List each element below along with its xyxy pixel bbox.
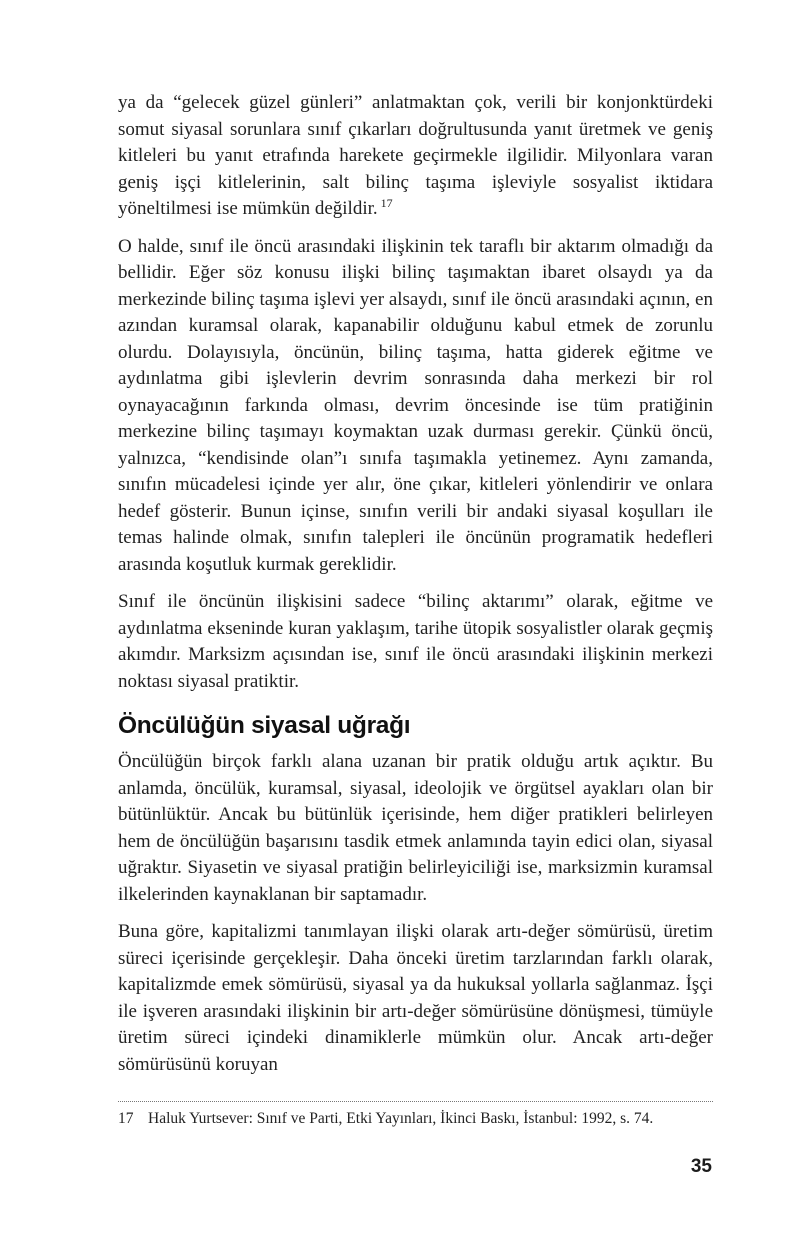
paragraph-5: Buna göre, kapitalizmi tanımlayan ilişki olarak artı-değer sömürüsü, üretim süreci içerisinde gerçekleşir. Daha önceki üretim tarzlarından farklı olarak, kapitalizmde emek sömürüsü, siyasal ya da hukuksal yollarla sağlanmaz. İşçi ile işveren arasındaki ilişkinin bir artı-değer sömürüsüne dönüşmesi, tümüyle üretim süreci içindeki dinamiklerle mümkün olur. Ancak artı-değer sömürüsünü koruyan <box>118 921 713 1075</box>
paragraph-1-text: ya da “gelecek güzel günleri” anlatmaktan çok, verili bir konjonktürdeki somut siyasal sorunlara sınıf çıkarları doğrultusunda yanıt üretmek ve geniş kitleleri bu yanıt etrafında harekete geçirmekle ilgilidir. Milyonlara varan geniş işçi kitlelerinin, salt bilinç taşıma işleviyle sosyalist iktidara yöneltilmesi ise mümkün değildir. <box>118 92 713 219</box>
paragraph-2: O halde, sınıf ile öncü arasındaki ilişkinin tek taraflı bir aktarım olmadığı da bellidir. Eğer söz konusu ilişki bilinç taşımaktan ibaret olsaydı ya da merkezinde bilinç taşıma işlevi yer alsaydı, sınıf ile öncü arasındaki açının, en azından kuramsal olarak, kapanabilir olduğunu kabul etmek de zorunlu olurdu. Dolayısıyla, öncünün, bilinç taşıma, hatta giderek eğitme ve aydınlatma gibi işlevlerin devrim sonrasında daha merkezi bir rol oynayacağının farkında olması, devrim öncesinde ise tüm pratiğinin merkezine bilinç taşımayı koymaktan uzak durması gerekir. Çünkü öncü, yalnızca, “kendisinde olan”ı sınıfa taşımakla yetinemez. Aynı zamanda, sınıfın mücadelesi içinde yer alır, öne çıkar, kitleleri yönlendirir ve onlara hedef gösterir. Bunun içinse, sınıfın verili bir andaki siyasal koşulları ile temas halinde olmak, sınıfın talepleri ile öncünün programatik hedefleri arasında koşutluk kurmak gereklidir. <box>118 235 713 575</box>
page-body-text <box>118 90 713 1095</box>
section-heading: Öncülüğün siyasal uğrağı <box>118 712 411 739</box>
footnote-reference-superscript: 17 <box>380 195 393 210</box>
page-number: 35 <box>690 1156 712 1177</box>
paragraph-4: Öncülüğün birçok farklı alana uzanan bir pratik olduğu artık açıktır. Bu anlamda, öncülük, kuramsal, siyasal, ideolojik ve örgütsel ayakları olan bir bütünlüktür. Ancak bu bütünlük içerisinde, hem diğer pratikleri belirleyen hem de öncülüğün başarısını tasdik etmek anlamında tayin edici olan, siyasal uğraktır. Siyasetin ve siyasal pratiğin belirleyiciliği ise, marksizmin kuramsal ilkelerinden kaynaklanan bir saptamadır. <box>118 751 713 905</box>
footnote <box>118 1101 713 1129</box>
footnote-text: Haluk Yurtsever: Sınıf ve Parti, Etki Yayınları, İkinci Baskı, İstanbul: 1992, s. 74. <box>148 1110 654 1127</box>
footnote-number: 17 <box>118 1110 134 1127</box>
paragraph-1 <box>118 90 713 223</box>
paragraph-3: Sınıf ile öncünün ilişkisini sadece “bilinç aktarımı” olarak, eğitme ve aydınlatma ekseninde kuran yaklaşım, tarihe ütopik sosyalistler olarak geçmiş akımdır. Marksizm açısından ise, sınıf ile öncü arasındaki ilişkinin merkezi noktası siyasal pratiktir. <box>118 591 713 692</box>
